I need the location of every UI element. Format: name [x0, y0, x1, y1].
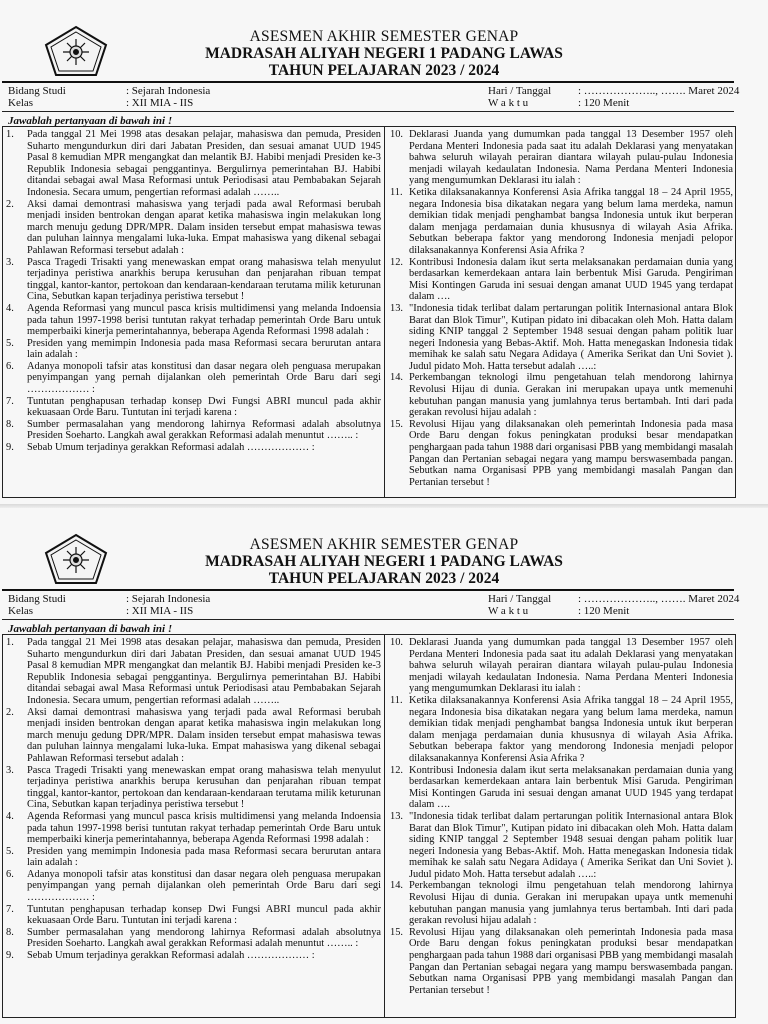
question-item	[387, 303, 733, 373]
question-text: Deklarasi Juanda yang dumumkan pada tanggal 13 Desember 1957 oleh Perdana Menteri Indonesia pada saat itu adalah Deklarasi yang menyatakan bahwa seluruh wilayah perairan diantara wilayah pulau-pulau Indonesia menjadi wilayah kedaulatan Indonesia. Nama Perdana Menteri Indonesia yang mengumumkan Deklarasi itu ialah :	[409, 637, 733, 695]
question-item	[3, 338, 381, 361]
class-label: Kelas	[8, 605, 34, 617]
question-number: 11.	[390, 186, 403, 198]
question-list-right	[387, 637, 733, 996]
question-number: 13.	[390, 810, 403, 822]
question-text: Presiden yang memimpin Indonesia pada masa Reformasi secara berurutan antara lain adalah :	[27, 845, 381, 869]
question-number: 13.	[390, 302, 403, 314]
question-text: Revolusi Hijau yang dilaksanakan oleh pemerintah Indonesia pada masa Orde Baru dengan fokus peningkatan produksi besar mendapatkan penghargaan pada tahun 1988 dari organisasi PBB yang membidangi masalah Pangan dan Pertanian sebagai negara yang mampu berswasembada pangan. Sebutkan nama Organisasi PPB yang membidangi masalah Pangan dan Pertanian tersebut !	[409, 418, 733, 488]
question-text: Pasca Tragedi Trisakti yang menewaskan empat orang mahasiswa telah menyulut terjadinya peristiwa anarkhis berupa kerusuhan dan penjarahan ribuan tempat tinggal, kantor-kantor, pertokoan dan kendaraan-kendaraan terutama milik keturunan Cina, Sebutkan kapan terjadinya peristiwa tersebut !	[27, 256, 381, 303]
header-rule	[2, 81, 734, 83]
question-grid	[2, 634, 736, 1018]
instruction: Jawablah pertanyaan di bawah ini !	[8, 623, 173, 635]
exam-title: ASESMEN AKHIR SEMESTER GENAP	[249, 28, 519, 45]
exam-title: ASESMEN AKHIR SEMESTER GENAP	[249, 536, 519, 553]
question-number: 6.	[6, 868, 14, 880]
column-divider	[384, 127, 385, 497]
time-label: W a k t u	[488, 605, 529, 617]
question-text: Adanya monopoli tafsir atas konstitusi dan dasar negara oleh penguasa merupakan penyimpangan yang pernah dijalankan oleh pemerintah Orde Baru dari segi ……………… :	[27, 868, 381, 904]
question-number: 2.	[6, 198, 14, 210]
question-number: 4.	[6, 302, 14, 314]
question-number: 9.	[6, 950, 14, 962]
question-number: 9.	[6, 442, 14, 454]
question-text: Ketika dilaksanakannya Konferensi Asia Afrika tanggal 18 – 24 April 1955, negara Indonesia bisa dikatakan negara yang belum lama merdeka, namun demikian tidak menjadi penghambat bangsa Indonesia untuk ikut berperan dalam menjaga perdamaian dunia khususnya di wilayah Asia Afrika. Sebutkan beberapa faktor yang mendorong Indonesia menjadi pelopor dilaksanakannya Konferensi Asia Afrika ?	[409, 186, 733, 256]
date-value: : ……………….., ……. Maret 2024	[578, 85, 740, 97]
question-number: 5.	[6, 845, 14, 857]
school-name: MADRASAH ALIYAH NEGERI 1 PADANG LAWAS	[205, 45, 563, 62]
exam-sheet-top	[0, 0, 768, 506]
subject-label: Bidang Studi	[8, 593, 66, 605]
academic-year: TAHUN PELAJARAN 2023 / 2024	[268, 570, 500, 587]
question-number: 3.	[6, 764, 14, 776]
question-number: 1.	[6, 129, 14, 140]
question-item	[387, 257, 733, 303]
subject-value: : Sejarah Indonesia	[126, 593, 211, 605]
academic-year: TAHUN PELAJARAN 2023 / 2024	[268, 62, 500, 79]
question-number: 6.	[6, 360, 14, 372]
question-item	[3, 811, 381, 846]
question-number: 4.	[6, 810, 14, 822]
question-number: 14.	[390, 880, 403, 892]
question-item	[387, 129, 733, 187]
question-number: 8.	[6, 418, 14, 430]
date-value: : ……………….., ……. Maret 2024	[578, 593, 740, 605]
question-text: Presiden yang memimpin Indonesia pada masa Reformasi secara berurutan antara lain adalah :	[27, 337, 381, 361]
question-text: Sumber permasalahan yang mendorong lahirnya Reformasi adalah absolutnya Presiden Soeharto. Langkah awal gerakkan Reformasi adalah menuntut …….. :	[27, 926, 381, 950]
question-number: 1.	[6, 637, 14, 648]
question-number: 15.	[390, 418, 403, 430]
question-text: Pada tanggal 21 Mei 1998 atas desakan pelajar, mahasiswa dan pemuda, Presiden Suharto mengundurkun diri dari Jabatan Presiden, dan sesuai amanat UUD 1945 Pasal 8 kemudian MPR mengangkat dan melantik BJ. Habibi menjadi Presiden ke-3 Republik Indonesia sebagai penggantinya. Bergulirnya pemerintahan BJ. Habibi ditandai sebagai awal Masa Reformasi untuk Periodisasi atau Pembabakan Sejarah Indonesia. Secara umum, pengertian reformasi adalah ……..	[27, 637, 381, 706]
question-list-left	[3, 129, 381, 454]
question-text: Revolusi Hijau yang dilaksanakan oleh pemerintah Indonesia pada masa Orde Baru dengan fokus peningkatan produksi besar mendapatkan penghargaan pada tahun 1988 dari organisasi PBB yang membidangi masalah Pangan dan Pertanian sebagai negara yang mampu berswasembada pangan. Sebutkan nama Organisasi PPB yang membidangi masalah Pangan dan Pertanian tersebut !	[409, 926, 733, 996]
subject-value: : Sejarah Indonesia	[126, 85, 211, 97]
question-item	[3, 419, 381, 442]
question-item	[387, 927, 733, 997]
question-text: Agenda Reformasi yang muncul pasca krisis multidimensi yang melanda Indoensia pada tahun 1997-1998 berisi tuntutan rakyat terhadap pemerintah Orde Baru untuk memperbaiki kinerja pemerintahannya, beberapa Agenda Reformasi 1998 adalah :	[27, 302, 381, 338]
question-text: Sumber permasalahan yang mendorong lahirnya Reformasi adalah absolutnya Presiden Soeharto. Langkah awal gerakkan Reformasi adalah menuntut …….. :	[27, 418, 381, 442]
question-list-right	[387, 129, 733, 488]
question-item	[387, 880, 733, 926]
question-item	[387, 695, 733, 765]
question-item	[3, 846, 381, 869]
question-text: Aksi damai demontrasi mahasiswa yang terjadi pada awal Reformasi berubah menjadi insiden bentrokan dengan aparat ketika mahasiswa ingin melakukan long march menuju gedung DPR/MPR. Dalam insiden tersebut empat mahasiswa tewas dan puluhan lainnya mengalami luka-luka. Empat mahasiswa yang dikenal sebagai Pahlawan Reformasi tersebut adalah :	[27, 198, 381, 256]
question-text: "Indonesia tidak terlibat dalam pertarungan politik Internasional antara Blok Barat dan Blok Timur", Kutipan pidato ini dibacakan oleh Moh. Hatta dalam siding KNIP tanggal 2 September 1948 sesuai dengan paham politik luar negeri Indonesia yang Bebas-Aktif. Moh. Hatta menegaskan Indonesia tidak memihak ke salah satu Negara Adidaya ( Amerika Serikat dan Uni Soviet ). Judul pidato Moh. Hatta tersebut adalah …..:	[409, 302, 733, 372]
date-label: Hari / Tanggal	[488, 593, 552, 605]
question-item	[3, 637, 381, 707]
question-number: 12.	[390, 764, 403, 776]
class-label: Kelas	[8, 97, 34, 109]
class-value: : XII MIA - IIS	[126, 97, 194, 109]
question-grid	[2, 126, 736, 498]
question-item	[387, 811, 733, 881]
question-item	[387, 187, 733, 257]
question-number: 15.	[390, 926, 403, 938]
question-item	[3, 707, 381, 765]
question-text: Tuntutan penghapusan terhadap konsep Dwi Fungsi ABRI muncul pada akhir kekuasaan Orde Baru. Tuntutan ini terjadi karena :	[27, 903, 381, 927]
question-number: 7.	[6, 903, 14, 915]
exam-sheet-bottom	[0, 508, 768, 1024]
school-name: MADRASAH ALIYAH NEGERI 1 PADANG LAWAS	[205, 553, 563, 570]
question-text: Pasca Tragedi Trisakti yang menewaskan empat orang mahasiswa telah menyulut terjadinya peristiwa anarkhis berupa kerusuhan dan penjarahan ribuan tempat tinggal, kantor-kantor, pertokoan dan kendaraan-kendaraan terutama milik keturunan Cina, Sebutkan kapan terjadinya peristiwa tersebut !	[27, 764, 381, 811]
question-number: 3.	[6, 256, 14, 268]
subject-label: Bidang Studi	[8, 85, 66, 97]
time-value: : 120 Menit	[578, 605, 630, 617]
question-item	[3, 927, 381, 950]
question-item	[3, 199, 381, 257]
question-text: "Indonesia tidak terlibat dalam pertarungan politik Internasional antara Blok Barat dan Blok Timur", Kutipan pidato ini dibacakan oleh Moh. Hatta dalam siding KNIP tanggal 2 September 1948 sesuai dengan paham politik luar negeri Indonesia yang Bebas-Aktif. Moh. Hatta menegaskan Indonesia tidak memihak ke salah satu Negara Adidaya ( Amerika Serikat dan Uni Soviet ). Judul pidato Moh. Hatta tersebut adalah …..:	[409, 810, 733, 880]
question-number: 11.	[390, 694, 403, 706]
question-list-left	[3, 637, 381, 962]
question-text: Agenda Reformasi yang muncul pasca krisis multidimensi yang melanda Indoensia pada tahun 1997-1998 berisi tuntutan rakyat terhadap pemerintah Orde Baru untuk memperbaiki kinerja pemerintahannya, beberapa Agenda Reformasi 1998 adalah :	[27, 810, 381, 846]
question-number: 2.	[6, 706, 14, 718]
question-text: Deklarasi Juanda yang dumumkan pada tanggal 13 Desember 1957 oleh Perdana Menteri Indonesia pada saat itu adalah Deklarasi yang menyatakan bahwa seluruh wilayah perairan diantara wilayah pulau-pulau Indonesia menjadi wilayah kedaulatan Indonesia. Nama Perdana Menteri Indonesia yang mengumumkan Deklarasi itu ialah :	[409, 129, 733, 187]
date-label: Hari / Tanggal	[488, 85, 552, 97]
question-item	[3, 361, 381, 396]
question-text: Aksi damai demontrasi mahasiswa yang terjadi pada awal Reformasi berubah menjadi insiden bentrokan dengan aparat ketika mahasiswa ingin melakukan long march menuju gedung DPR/MPR. Dalam insiden tersebut empat mahasiswa tewas dan puluhan lainnya mengalami luka-luka. Empat mahasiswa yang dikenal sebagai Pahlawan Reformasi tersebut adalah :	[27, 706, 381, 764]
question-text: Pada tanggal 21 Mei 1998 atas desakan pelajar, mahasiswa dan pemuda, Presiden Suharto mengundurkun diri dari Jabatan Presiden, dan sesuai amanat UUD 1945 Pasal 8 kemudian MPR mengangkat dan melantik BJ. Habibi menjadi Presiden ke-3 Republik Indonesia sebagai penggantinya. Bergulirnya pemerintahan BJ. Habibi ditandai sebagai awal Masa Reformasi untuk Periodisasi atau Pembabakan Sejarah Indonesia. Secara umum, pengertian reformasi adalah ……..	[27, 129, 381, 198]
time-label: W a k t u	[488, 97, 529, 109]
question-text: Perkembangan teknologi ilmu pengetahuan telah mendorong lahirnya Revolusi Hijau di dunia. Gerakan ini merupakan upaya untk memenuhi kebutuhan pangan manusia yang jumlahnya terus bertambah. Inti dari pada gerakan revolusi hijau adalah :	[409, 880, 733, 927]
question-item	[3, 257, 381, 303]
question-item	[387, 765, 733, 811]
question-item	[3, 129, 381, 199]
question-text: Perkembangan teknologi ilmu pengetahuan telah mendorong lahirnya Revolusi Hijau di dunia. Gerakan ini merupakan upaya untk memenuhi kebutuhan pangan manusia yang jumlahnya terus bertambah. Inti dari pada gerakan revolusi hijau adalah :	[409, 372, 733, 419]
question-text: Kontribusi Indonesia dalam ikut serta melaksanakan perdamaian dunia yang berdasarkan kemerdekaan antara lain berbentuk Misi Garuda. Pengiriman Misi Kontingen Garuda ini sesuai dengan amanat UUD 1945 yang terdapat dalam ….	[409, 764, 733, 811]
question-number: 14.	[390, 372, 403, 384]
question-item	[387, 372, 733, 418]
question-item	[3, 950, 381, 962]
question-item	[3, 765, 381, 811]
class-value: : XII MIA - IIS	[126, 605, 194, 617]
question-text: Kontribusi Indonesia dalam ikut serta melaksanakan perdamaian dunia yang berdasarkan kemerdekaan antara lain berbentuk Misi Garuda. Pengiriman Misi Kontingen Garuda ini sesuai dengan amanat UUD 1945 yang terdapat dalam ….	[409, 256, 733, 303]
column-divider	[384, 635, 385, 1017]
question-item	[3, 904, 381, 927]
question-number: 8.	[6, 926, 14, 938]
question-text: Sebab Umum terjadinya gerakkan Reformasi adalah ……………… :	[27, 442, 315, 454]
question-text: Adanya monopoli tafsir atas konstitusi dan dasar negara oleh penguasa merupakan penyimpangan yang pernah dijalankan oleh pemerintah Orde Baru dari segi ……………… :	[27, 360, 381, 396]
meta-rule	[2, 111, 734, 112]
question-item	[3, 396, 381, 419]
time-value: : 120 Menit	[578, 97, 630, 109]
instruction: Jawablah pertanyaan di bawah ini !	[8, 115, 173, 127]
question-number: 7.	[6, 395, 14, 407]
header-rule	[2, 589, 734, 591]
question-number: 10.	[390, 129, 403, 140]
question-number: 12.	[390, 256, 403, 268]
question-number: 10.	[390, 637, 403, 648]
question-item	[3, 442, 381, 454]
question-item	[387, 637, 733, 695]
meta-rule	[2, 619, 734, 620]
question-text: Ketika dilaksanakannya Konferensi Asia Afrika tanggal 18 – 24 April 1955, negara Indonesia bisa dikatakan negara yang belum lama merdeka, namun demikian tidak menjadi penghambat bangsa Indonesia untuk ikut berperan dalam menjaga perdamaian dunia khususnya di wilayah Asia Afrika. Sebutkan beberapa faktor yang mendorong Indonesia menjadi pelopor dilaksanakannya Konferensi Asia Afrika ?	[409, 694, 733, 764]
question-text: Tuntutan penghapusan terhadap konsep Dwi Fungsi ABRI muncul pada akhir kekuasaan Orde Baru. Tuntutan ini terjadi karena :	[27, 395, 381, 419]
question-item	[387, 419, 733, 489]
question-text: Sebab Umum terjadinya gerakkan Reformasi adalah ……………… :	[27, 950, 315, 962]
question-item	[3, 869, 381, 904]
question-number: 5.	[6, 337, 14, 349]
question-item	[3, 303, 381, 338]
